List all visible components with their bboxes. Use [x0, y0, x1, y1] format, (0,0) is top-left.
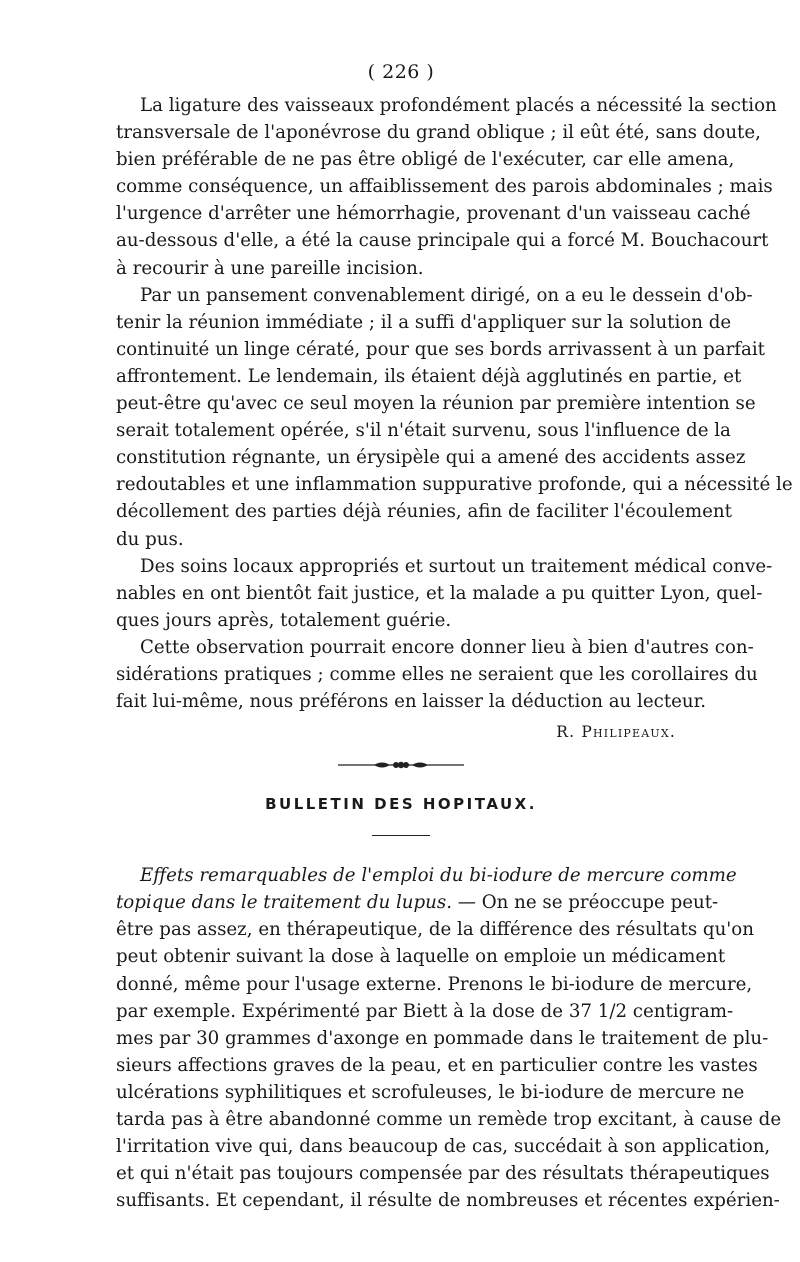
text-line: Des soins locaux appropriés et surtout un traitement médical conve-: [140, 555, 773, 577]
text-line: continuité un linge cératé, pour que ses bords arrivassent à un parfait: [116, 338, 765, 360]
author-signature: R. Philipeaux.: [556, 723, 676, 742]
article-line: par exemple. Expérimenté par Biett à la dose de 37 1/2 centigram-: [116, 1000, 734, 1022]
paragraph: [116, 282, 793, 553]
text-line: sidérations pratiques ; comme elles ne seraient que les corollaires du: [116, 663, 758, 685]
text-line: constitution régnante, un érysipèle qui a amené des accidents assez: [116, 447, 746, 469]
observation-text: [116, 92, 793, 715]
article-line: tarda pas à être abandonné comme un remède trop excitant, à cause de: [116, 1109, 782, 1130]
book-page: [116, 58, 793, 1214]
page-number: ( 226 ): [367, 61, 435, 83]
article-title-part2: topique dans le traitement du lupus.: [116, 892, 452, 914]
article-title-part1: Effets remarquables de l'emploi du bi-iodure de mercure comme: [140, 865, 737, 887]
article-line: [116, 889, 719, 916]
text-line: au-dessous d'elle, a été la cause principale qui a forcé M. Bouchacourt: [116, 230, 769, 252]
article-line: mes par 30 grammes d'axonge en pommade dans le traitement de plu-: [116, 1027, 769, 1049]
article-line: [116, 862, 737, 889]
text-line: bien préférable de ne pas être obligé de l'exécuter, car elle amena,: [116, 149, 735, 171]
title-rule: [372, 835, 430, 836]
text-line: à recourir à une pareille incision.: [116, 257, 424, 279]
text-line: serait totalement opérée, s'il n'était survenu, sous l'influence de la: [116, 420, 731, 442]
text-line: peut-être qu'avec ce seul moyen la réunion par première intention se: [116, 393, 756, 415]
article-line: sieurs affections graves de la peau, et en particulier contre les vastes: [116, 1054, 758, 1076]
text-line: affrontement. Le lendemain, ils étaient déjà agglutinés en partie, et: [116, 365, 742, 387]
text-line: comme conséquence, un affaiblissement des parois abdominales ; mais: [116, 176, 773, 198]
article-line: ulcérations syphilitiques et scrofuleuses, le bi-iodure de mercure ne: [116, 1081, 745, 1103]
paragraph: [116, 634, 758, 715]
article-line: être pas assez, en thérapeutique, de la différence des résultats qu'on: [116, 919, 754, 941]
paragraph: [116, 553, 773, 634]
article-text: [116, 862, 782, 1214]
text-line: du pus.: [116, 528, 184, 550]
section-title: BULLETIN DES HOPITAUX.: [265, 795, 537, 814]
text-line: l'urgence d'arrêter une hémorrhagie, provenant d'un vaisseau caché: [116, 203, 751, 225]
article-line: et qui n'était pas toujours compensée par des résultats thérapeutiques: [116, 1163, 770, 1185]
text-line: tenir la réunion immédiate ; il a suffi d'appliquer sur la solution de: [116, 311, 732, 333]
ornament-divider: [336, 759, 466, 771]
article-line: l'irritation vive qui, dans beaucoup de cas, succédait à son application,: [116, 1136, 771, 1158]
article-line: donné, même pour l'usage externe. Prenons le bi-iodure de mercure,: [116, 973, 753, 995]
text-line: décollement des parties déjà réunies, afin de faciliter l'écoulement: [116, 501, 732, 523]
text-line: transversale de l'aponévrose du grand oblique ; il eût été, sans doute,: [116, 122, 761, 144]
text-line: fait lui-même, nous préférons en laisser la déduction au lecteur.: [116, 691, 707, 713]
text-line: La ligature des vaisseaux profondément placés a nécessité la section: [140, 95, 777, 116]
article-line: peut obtenir suivant la dose à laquelle on emploie un médicament: [116, 946, 726, 968]
text-line: ques jours après, totalement guérie.: [116, 609, 452, 631]
article-line: suffisants. Et cependant, il résulte de nombreuses et récentes expérien-: [116, 1190, 780, 1212]
text-line: Cette observation pourrait encore donner lieu à bien d'autres con-: [140, 636, 754, 658]
text-line: redoutables et une inflammation suppurative profonde, qui a nécessité le: [116, 474, 793, 496]
paragraph: [116, 92, 777, 282]
text-line: Par un pansement convenablement dirigé, on a eu le dessein d'ob-: [140, 284, 753, 306]
text-line: nables en ont bientôt fait justice, et la malade a pu quitter Lyon, quel-: [116, 582, 763, 604]
article-line-rest: — On ne se préoccupe peut-: [451, 892, 719, 914]
article-body: [116, 916, 782, 1214]
